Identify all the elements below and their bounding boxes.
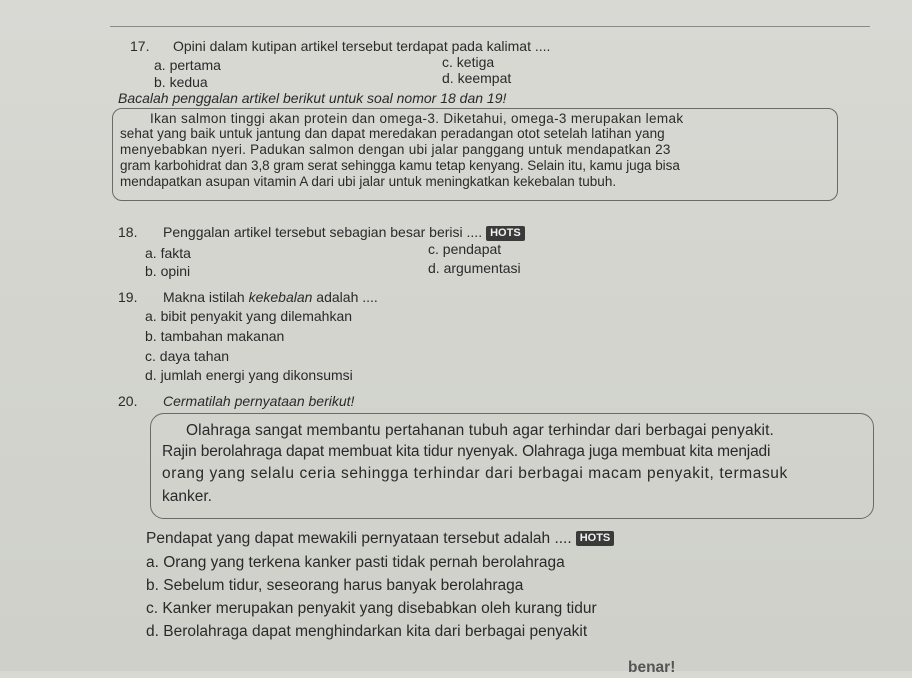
- passage1-line-3: menyebabkan nyeri. Padukan salmon dengan ubi jalar panggang untuk mendapatkan 23: [120, 142, 671, 157]
- q19-option-b: b. tambahan makanan: [145, 328, 285, 344]
- footer-fragment: benar!: [628, 659, 676, 676]
- q17-question: Opini dalam kutipan artikel tersebut terdapat pada kalimat ....: [173, 38, 551, 54]
- q19-question: [163, 289, 378, 305]
- q18-option-c: c. pendapat: [428, 241, 502, 257]
- q19-question-pre: Makna istilah: [163, 289, 249, 305]
- q18-number: 18.: [118, 224, 138, 240]
- q19-number: 19.: [118, 289, 138, 305]
- q19-question-term: kekebalan: [248, 289, 313, 305]
- q20-option-c: c. Kanker merupakan penyakit yang disebabkan oleh kurang tidur: [146, 600, 597, 617]
- q17-option-c: c. ketiga: [442, 54, 495, 70]
- q20-question-line: [146, 529, 614, 549]
- q19-option-c: c. daya tahan: [145, 348, 230, 364]
- q20-number: 20.: [118, 393, 138, 409]
- q18-question: Penggalan artikel tersebut sebagian besar berisi ....: [163, 224, 483, 240]
- passage1-line-2: sehat yang baik untuk jantung dan dapat meredakan peradangan otot setelah latihan yang: [120, 126, 665, 141]
- q17-option-a: a. pertama: [154, 57, 221, 73]
- q17-number: 17.: [130, 38, 150, 54]
- q17-option-d: d. keempat: [442, 70, 512, 86]
- q18-option-b: b. opini: [145, 263, 191, 279]
- q20-hots-badge: HOTS: [576, 531, 615, 546]
- q17-option-b: b. kedua: [154, 74, 208, 90]
- q18-hots-badge: HOTS: [486, 226, 525, 241]
- q19-option-a: a. bibit penyakit yang dilemahkan: [145, 308, 353, 324]
- passage1-line-4: gram karbohidrat dan 3,8 gram serat sehingga kamu tetap kenyang. Selain itu, kamu juga bisa: [120, 158, 680, 173]
- q20-question: Pendapat yang dapat mewakili pernyataan tersebut adalah ....: [146, 530, 572, 547]
- q20-statement-line-2: Rajin berolahraga dapat membuat kita tidur nyenyak. Olahraga juga membuat kita menjadi: [162, 443, 771, 460]
- passage1-instruction: Bacalah penggalan artikel berikut untuk soal nomor 18 dan 19!: [118, 90, 507, 106]
- passage1-line-5: mendapatkan asupan vitamin A dari ubi jalar untuk meningkatkan kekebalan tubuh.: [120, 174, 617, 189]
- q18-option-d: d. argumentasi: [428, 260, 521, 276]
- q20-statement-line-4: kanker.: [162, 488, 212, 505]
- q20-statement-line-1: Olahraga sangat membantu pertahanan tubuh agar terhindar dari berbagai penyakit.: [186, 422, 774, 439]
- q18-question-line: [163, 224, 525, 241]
- q20-statement-line-3: orang yang selalu ceria sehingga terhindar dari berbagai macam penyakit, termasuk: [162, 465, 788, 482]
- q20-option-d: d. Berolahraga dapat menghindarkan kita dari berbagai penyakit: [146, 623, 588, 640]
- q20-option-a: a. Orang yang terkena kanker pasti tidak pernah berolahraga: [146, 554, 565, 571]
- q20-option-b: b. Sebelum tidur, seseorang harus banyak berolahraga: [146, 577, 524, 594]
- q20-instruction: Cermatilah pernyataan berikut!: [163, 393, 355, 409]
- passage1-line-1: Ikan salmon tinggi akan protein dan omega-3. Diketahui, omega-3 merupakan lemak: [150, 111, 684, 126]
- q19-option-d: d. jumlah energi yang dikonsumsi: [145, 367, 353, 383]
- previous-box-edge: [110, 2, 870, 27]
- q19-question-post: adalah ....: [312, 289, 378, 305]
- q18-option-a: a. fakta: [145, 245, 191, 261]
